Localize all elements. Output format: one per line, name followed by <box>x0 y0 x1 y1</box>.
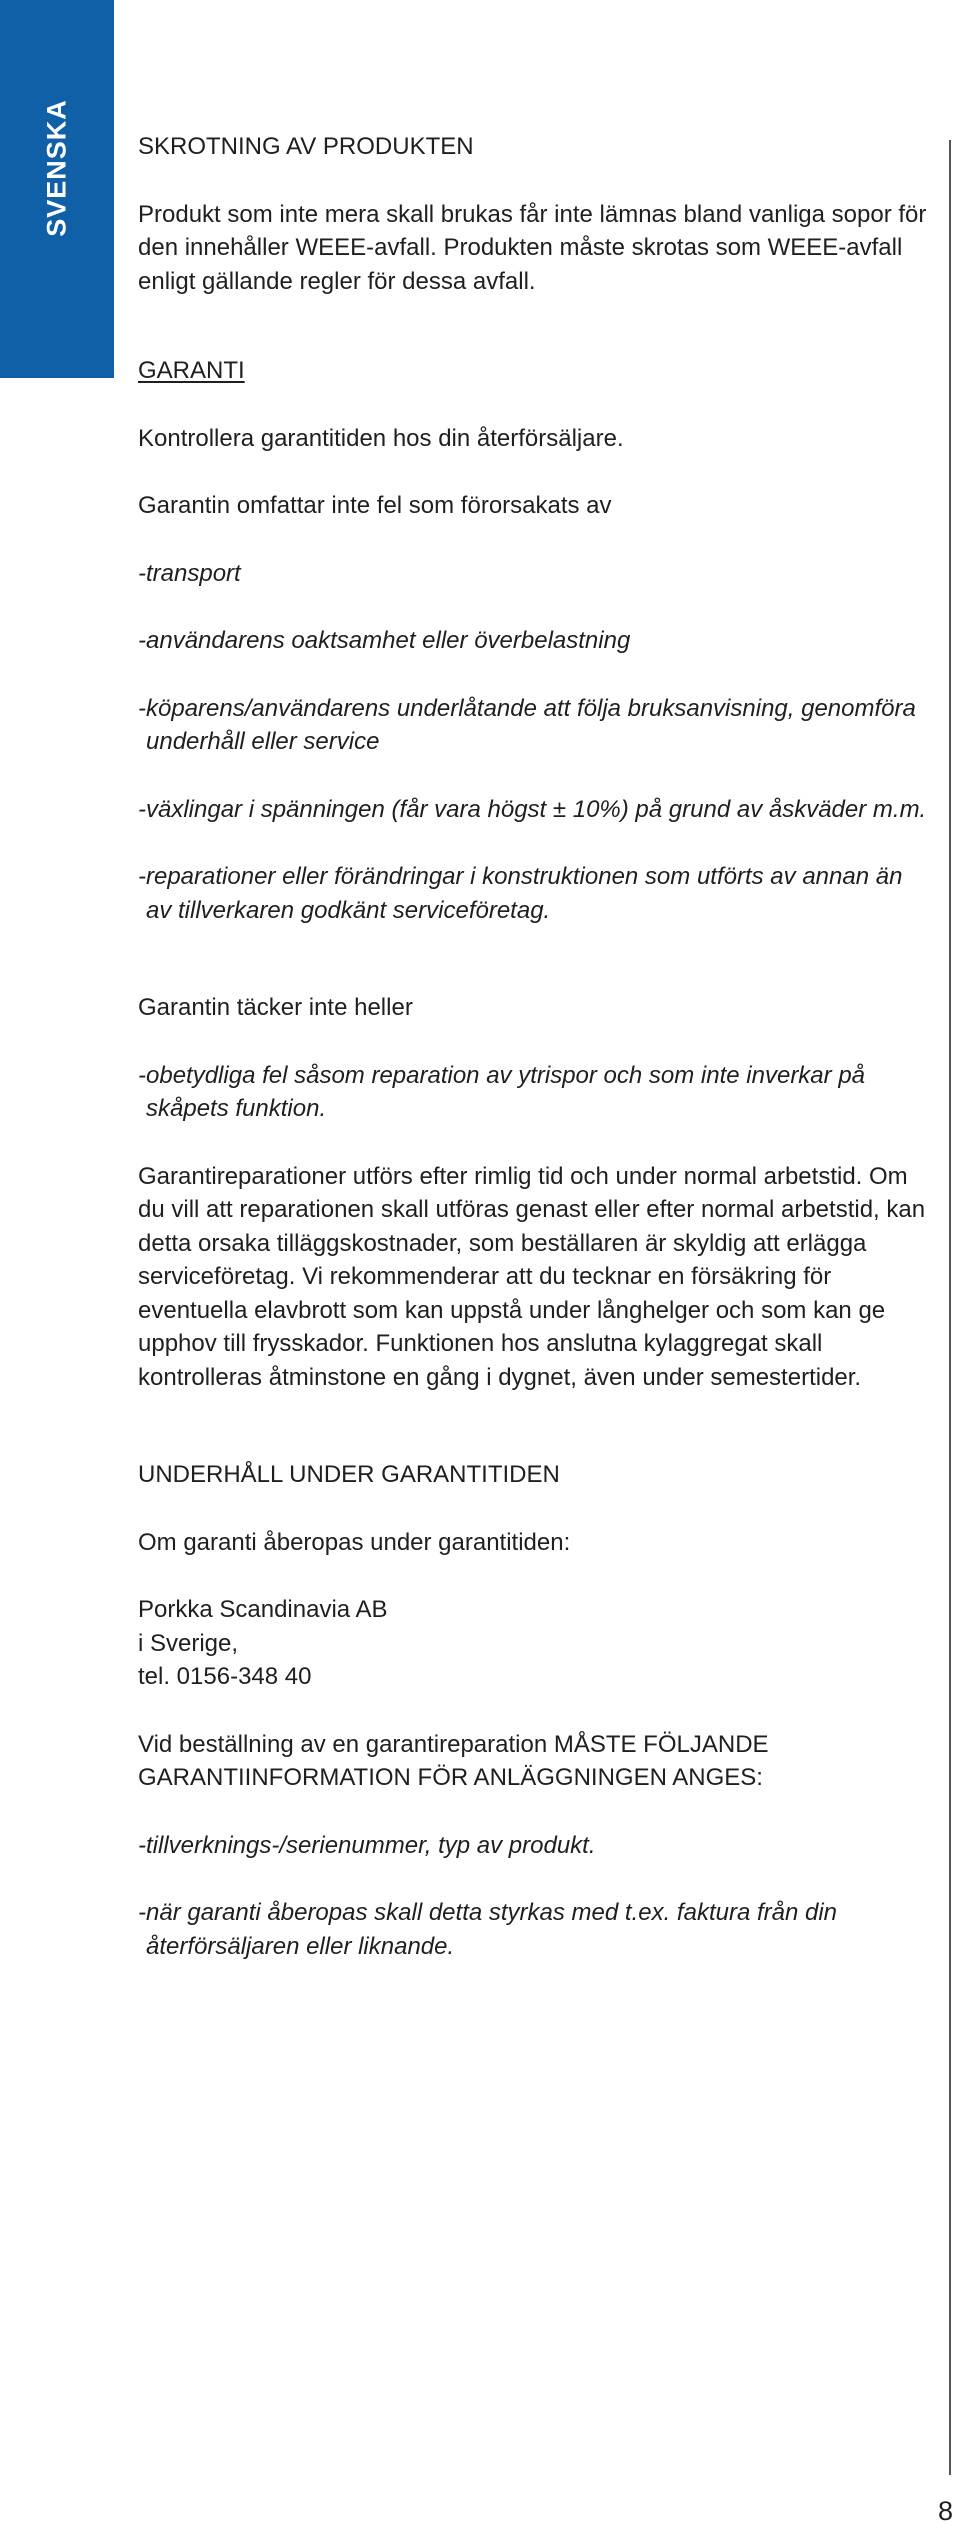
not-covered-intro: Garantin täcker inte heller <box>138 994 413 1021</box>
warranty-check: Kontrollera garantitiden hos din återförsäljare. <box>138 424 624 452</box>
required-info-item: -när garanti åberopas skall detta styrkas med t.ex. faktura från din återförsäljaren eller liknande. <box>138 1899 838 1960</box>
language-tab-label: SVENSKA <box>41 99 72 237</box>
exclusion-item: -växlingar i spänningen (får vara högst ± 10%) på grund av åskväder m.m. <box>138 795 927 823</box>
contact-country: i Sverige, <box>138 1629 239 1657</box>
exclusion-item: -reparationer eller förändringar i konstruktionen som utförts av annan än av tillverkaren godkänt serviceföretag. <box>138 863 903 924</box>
maintenance-intro: Om garanti åberopas under garantitiden: <box>138 1528 571 1556</box>
warranty-excludes-intro: Garantin omfattar inte fel som förorsakats av <box>138 492 612 519</box>
contact-company: Porkka Scandinavia AB <box>138 1596 388 1623</box>
maintenance-heading: UNDERHÅLL UNDER GARANTITIDEN <box>138 1461 560 1488</box>
scrapping-heading: SKROTNING AV PRODUKTEN <box>138 133 474 160</box>
not-covered-item: -obetydliga fel såsom reparation av ytrispor och som inte inverkar på skåpets funktion. <box>138 1061 866 1122</box>
warranty-heading: GARANTI <box>138 357 245 384</box>
language-tab <box>0 0 114 378</box>
page-content <box>138 130 928 1963</box>
repair-text: Garantireparationer utförs efter rimlig tid och under normal arbetstid. Om du vill att reparationen skall utföras genast eller efter normal arbetstid, kan detta orsaka tilläggskostnader, som beställaren är skyldig att erlägga serviceföretag. Vi rekommenderar att du tecknar en försäkring för eventuella elavbrott som kan uppstå under långhelger och som kan ge upphov till frysskador. Funktionen hos anslutna kylaggregat skall kontrolleras åtminstone en gång i dygnet, även under semestertider. <box>138 1162 926 1391</box>
order-info: Vid beställning av en garantireparation MÅSTE FÖLJANDE GARANTIINFORMATION FÖR ANLÄGGNINGEN ANGES: <box>138 1730 769 1791</box>
exclusion-item: -köparens/användarens underlåtande att följa bruksanvisning, genomföra underhåll eller service <box>138 694 916 755</box>
exclusion-item: -transport <box>138 559 241 587</box>
exclusion-item: -användarens oaktsamhet eller överbelastning <box>138 627 631 654</box>
required-info-item: -tillverknings-/serienummer, typ av produkt. <box>138 1831 596 1859</box>
scrapping-text: Produkt som inte mera skall brukas får inte lämnas bland vanliga sopor för den innehåller WEEE-avfall. Produkten måste skrotas som WEEE-avfall enligt gällande regler för dessa avfall. <box>138 200 927 295</box>
margin-rule <box>949 140 951 2475</box>
contact-block <box>138 1593 928 1694</box>
contact-phone: tel. 0156-348 40 <box>138 1663 312 1690</box>
page-number: 8 <box>938 2496 954 2526</box>
